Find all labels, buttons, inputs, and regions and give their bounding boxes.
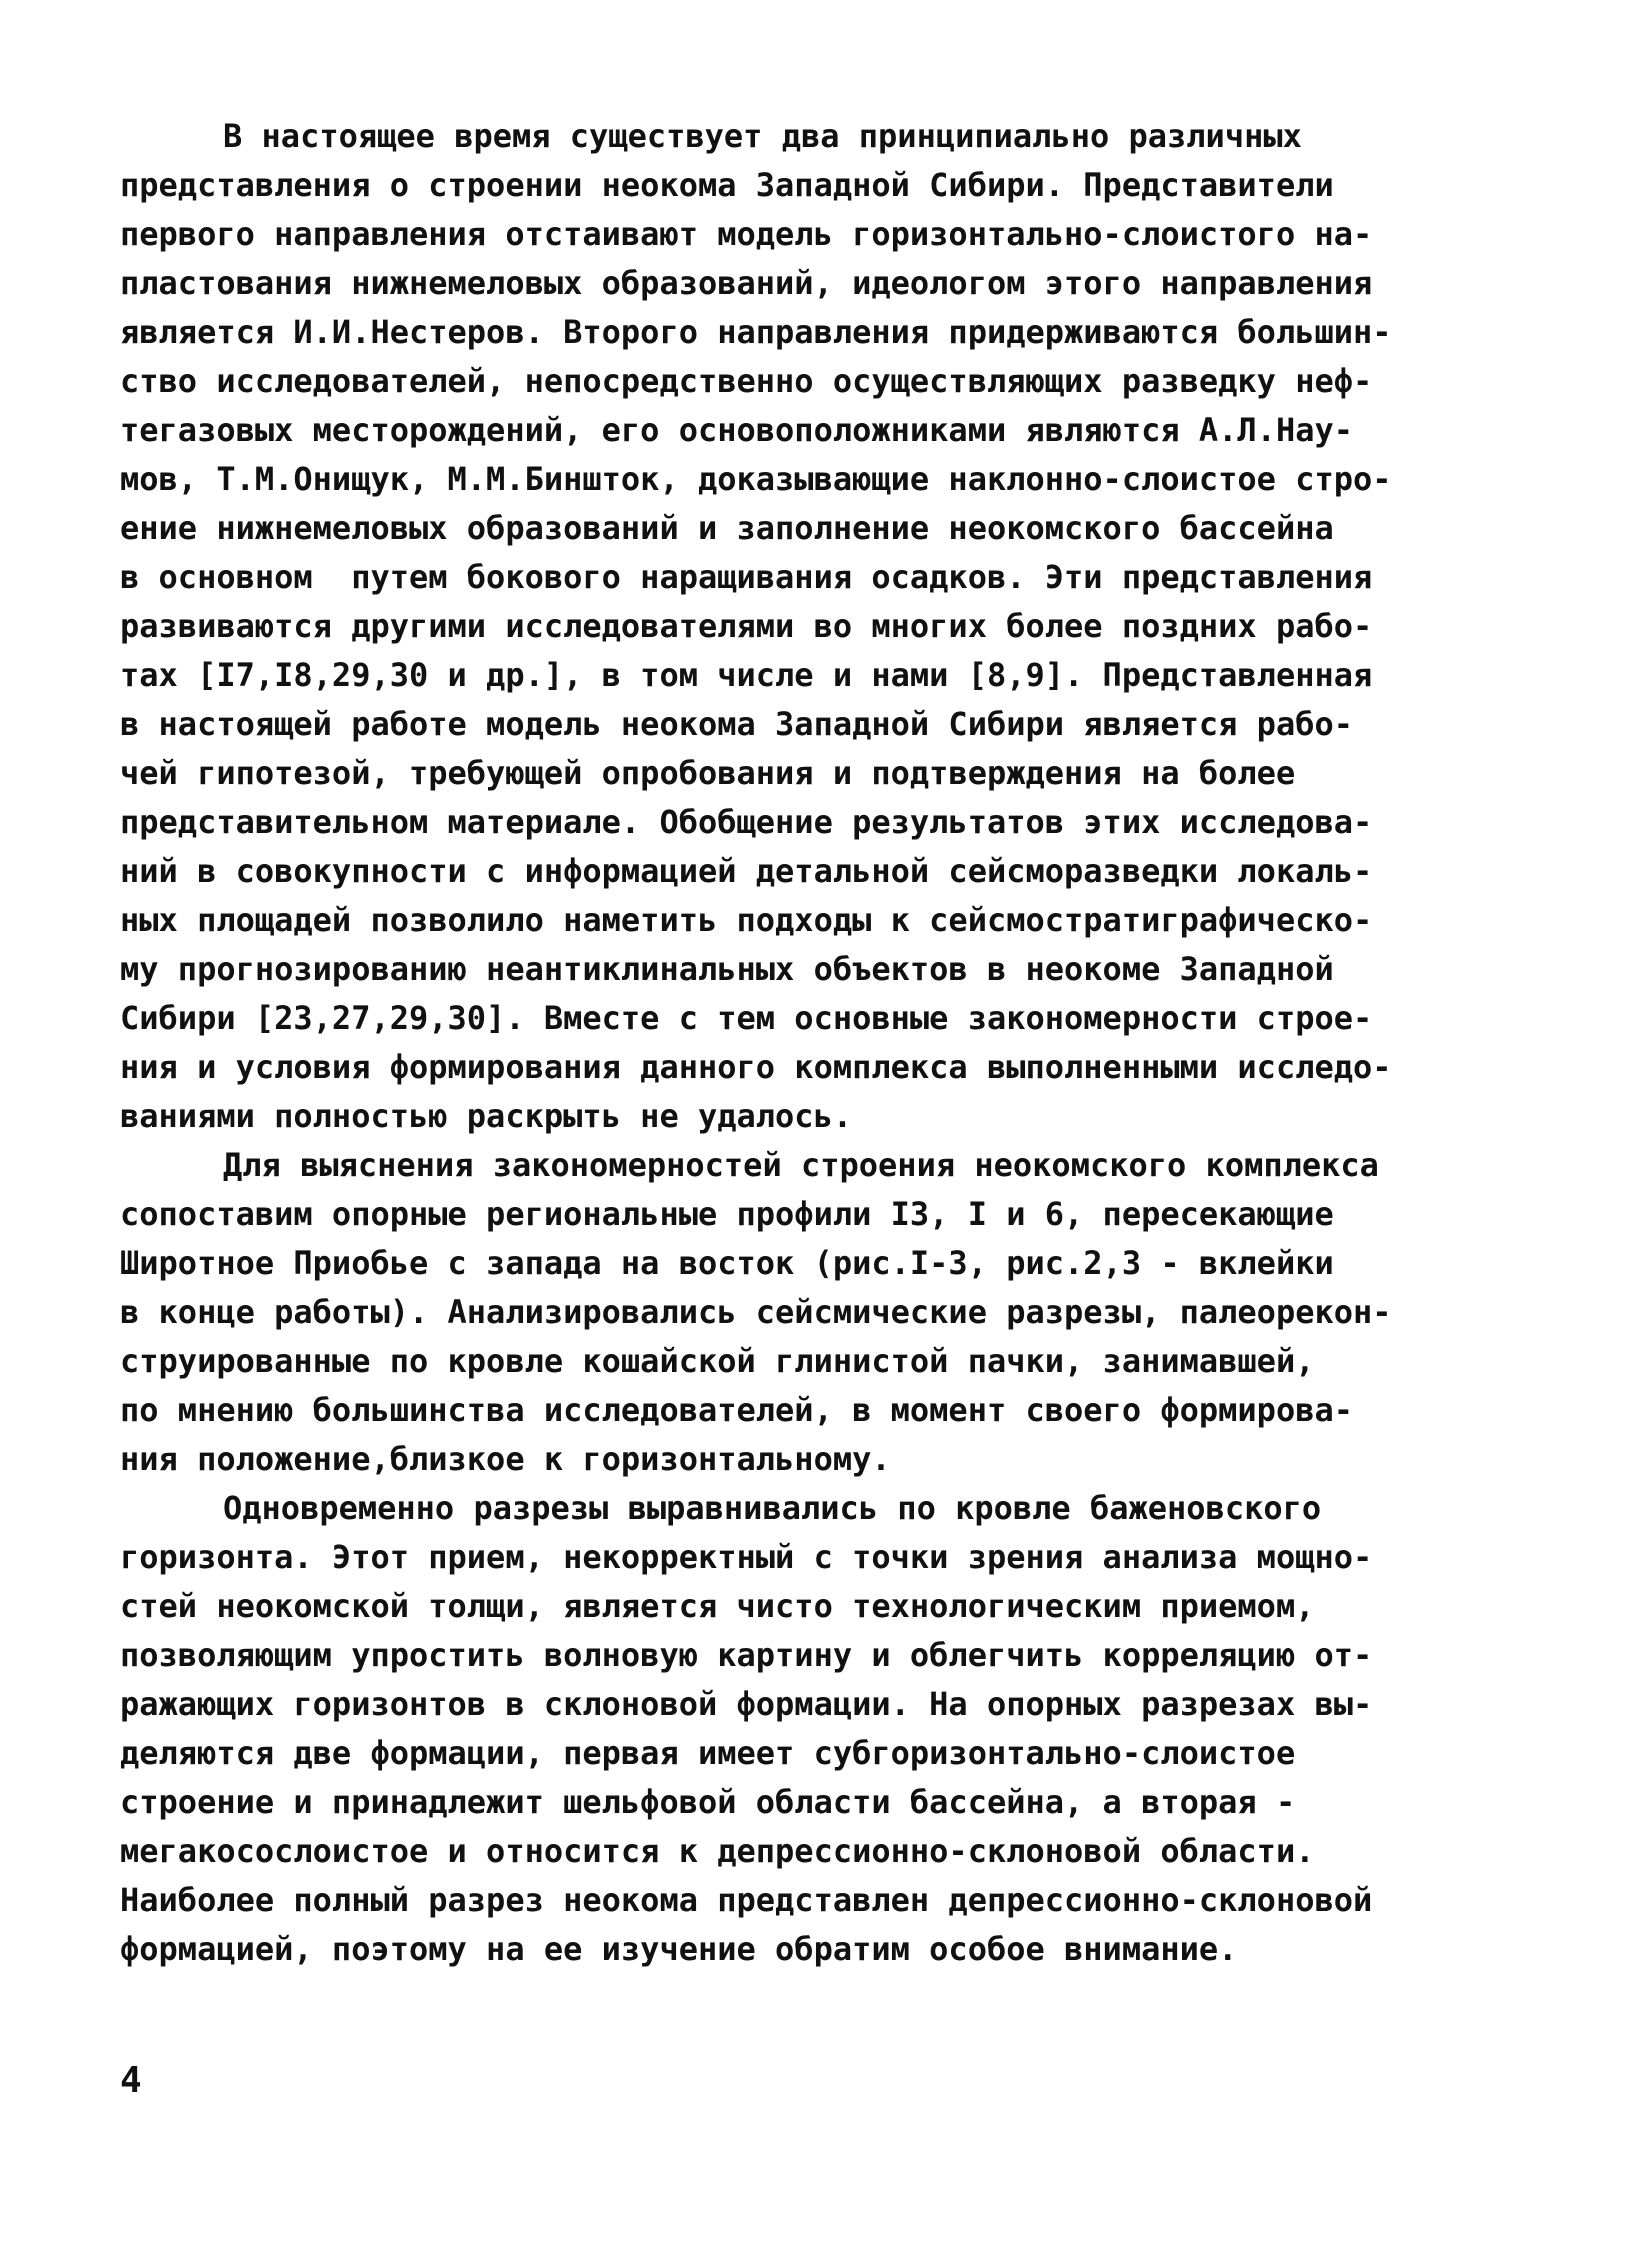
text-line: ение нижнемеловых образований и заполнение неокомского бассейна xyxy=(120,509,1334,547)
body-text xyxy=(120,112,1470,1974)
text-line: позволяющим упростить волновую картину и облегчить корреляцию от- xyxy=(120,1636,1373,1674)
text-line: ний в совокупности с информацией детальной сейсморазведки локаль- xyxy=(120,852,1373,890)
text-line: формацией, поэтому на ее изучение обратим особое внимание. xyxy=(120,1930,1238,1968)
text-line: представительном материале. Обобщение результатов этих исследова- xyxy=(120,803,1373,841)
paragraph-3 xyxy=(120,1484,1470,1974)
text-line: деляются две формации, первая имеет субгоризонтально-слоистое xyxy=(120,1734,1296,1772)
paragraph-1 xyxy=(120,112,1470,1141)
text-line: тегазовых месторождений, его основоположниками являются А.Л.Нау- xyxy=(120,411,1353,449)
text-line: сопоставим опорные региональные профили I3, I и 6, пересекающие xyxy=(120,1195,1334,1233)
text-line: мегакосослоистое и относится к депрессионно-склоновой области. xyxy=(120,1832,1315,1870)
text-line: ражающих горизонтов в склоновой формации. На опорных разрезах вы- xyxy=(120,1685,1373,1723)
text-line: Широтное Приобье с запада на восток (рис.I-3, рис.2,3 - вклейки xyxy=(120,1244,1334,1282)
text-line: в конце работы). Анализировались сейсмические разрезы, палеорекон- xyxy=(120,1293,1392,1331)
text-line: ство исследователей, непосредственно осуществляющих разведку неф- xyxy=(120,362,1373,400)
text-line: строение и принадлежит шельфовой области бассейна, а вторая - xyxy=(120,1783,1296,1821)
text-line: Сибири [23,27,29,30]. Вместе с тем основные закономерности строе- xyxy=(120,999,1373,1037)
text-line: является И.И.Нестеров. Второго направления придерживаются большин- xyxy=(120,313,1392,351)
text-line: ния и условия формирования данного комплекса выполненными исследо- xyxy=(120,1048,1392,1086)
text-line: ных площадей позволило наметить подходы к сейсмостратиграфическо- xyxy=(120,901,1373,939)
text-line: тах [I7,I8,29,30 и др.], в том числе и нами [8,9]. Представленная xyxy=(120,656,1373,694)
text-line: струированные по кровле кошайской глинистой пачки, занимавшей, xyxy=(120,1342,1315,1380)
text-line: мов, Т.М.Онищук, М.М.Биншток, доказывающие наклонно-слоистое стро- xyxy=(120,460,1392,498)
text-line: по мнению большинства исследователей, в момент своего формирова- xyxy=(120,1391,1353,1429)
text-line: стей неокомской толщи, является чисто технологическим приемом, xyxy=(120,1587,1315,1625)
text-line: первого направления отстаивают модель горизонтально-слоистого на- xyxy=(120,215,1373,253)
text-line: Наиболее полный разрез неокома представлен депрессионно-склоновой xyxy=(120,1881,1373,1919)
text-line: Для выяснения закономерностей строения неокомского комплекса xyxy=(223,1146,1379,1184)
text-line: ваниями полностью раскрыть не удалось. xyxy=(120,1097,853,1135)
text-line: чей гипотезой, требующей опробования и подтверждения на более xyxy=(120,754,1296,792)
text-line: горизонта. Этот прием, некорректный с точки зрения анализа мощно- xyxy=(120,1538,1373,1576)
page-number: 4 xyxy=(120,2060,142,2101)
text-line: му прогнозированию неантиклинальных объектов в неокоме Западной xyxy=(120,950,1334,988)
paragraph-2 xyxy=(120,1141,1470,1484)
text-line: в основном путем бокового наращивания осадков. Эти представления xyxy=(120,558,1373,596)
text-line: В настоящее время существует два принципиально различных xyxy=(223,117,1302,155)
text-line: развиваются другими исследователями во многих более поздних рабо- xyxy=(120,607,1373,645)
text-line: ния положение,близкое к горизонтальному. xyxy=(120,1440,891,1478)
text-line: в настоящей работе модель неокома Западной Сибири является рабо- xyxy=(120,705,1353,743)
text-line: представления о строении неокома Западной Сибири. Представители xyxy=(120,166,1334,204)
text-line: Одновременно разрезы выравнивались по кровле баженовского xyxy=(223,1489,1322,1527)
text-line: пластования нижнемеловых образований, идеологом этого направления xyxy=(120,264,1373,302)
